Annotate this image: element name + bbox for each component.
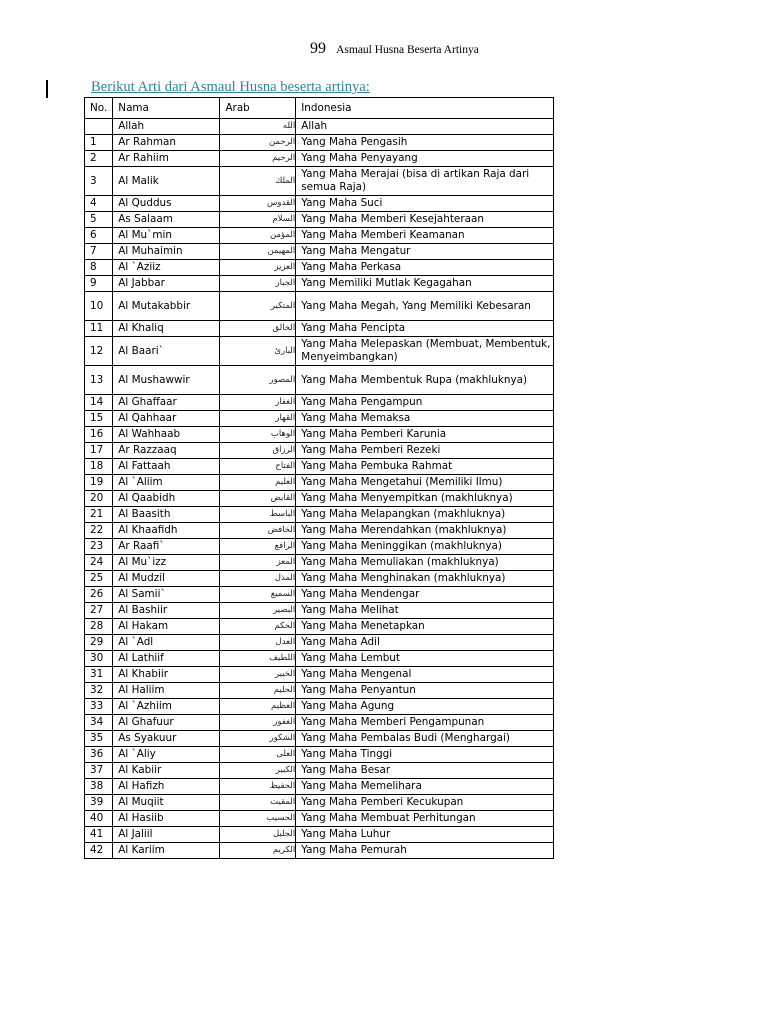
cell-nama: Ar Rahiim (113, 151, 220, 167)
cell-indonesia: Yang Maha Megah, Yang Memiliki Kebesaran (296, 292, 554, 321)
cell-no: 5 (85, 212, 113, 228)
table-row (85, 244, 554, 260)
cell-arab: الجليل (220, 827, 296, 843)
cell-nama: Al Jaliil (113, 827, 220, 843)
table-row (85, 795, 554, 811)
cell-arab: المعز (220, 555, 296, 571)
cell-no (85, 119, 113, 135)
cell-arab: المتكبر (220, 292, 296, 321)
cell-arab: الرافع (220, 539, 296, 555)
cell-no: 42 (85, 843, 113, 859)
cell-arab: المهيمن (220, 244, 296, 260)
cell-indonesia: Yang Maha Memelihara (296, 779, 554, 795)
cell-no: 19 (85, 475, 113, 491)
page-title: Asmaul Husna Beserta Artinya (336, 44, 479, 56)
cell-arab: العزيز (220, 260, 296, 276)
cell-nama: Al Ghaffaar (113, 395, 220, 411)
cell-indonesia: Yang Maha Merendahkan (makhluknya) (296, 523, 554, 539)
cell-no: 8 (85, 260, 113, 276)
cell-arab: الكبير (220, 763, 296, 779)
cell-arab: العدل (220, 635, 296, 651)
table-row (85, 395, 554, 411)
cell-indonesia: Yang Maha Lembut (296, 651, 554, 667)
cell-arab: المذل (220, 571, 296, 587)
table-row (85, 167, 554, 196)
cell-arab: الله (220, 119, 296, 135)
asmaul-husna-table (84, 97, 554, 859)
table-row (85, 763, 554, 779)
table-row (85, 523, 554, 539)
table-row (85, 491, 554, 507)
column-header-arab: Arab (220, 98, 296, 119)
cell-arab: المقيت (220, 795, 296, 811)
table-row (85, 811, 554, 827)
cell-nama: Al `Azhiim (113, 699, 220, 715)
cell-no: 9 (85, 276, 113, 292)
cell-no: 35 (85, 731, 113, 747)
cell-no: 7 (85, 244, 113, 260)
cell-nama: Al Hafizh (113, 779, 220, 795)
cell-no: 23 (85, 539, 113, 555)
table-row (85, 411, 554, 427)
cell-nama: Al `Adl (113, 635, 220, 651)
cell-nama: Al Hakam (113, 619, 220, 635)
cell-no: 21 (85, 507, 113, 523)
cell-nama: Ar Razzaaq (113, 443, 220, 459)
cell-indonesia: Yang Maha Membentuk Rupa (makhluknya) (296, 366, 554, 395)
cell-no: 15 (85, 411, 113, 427)
cell-indonesia: Yang Maha Pencipta (296, 321, 554, 337)
cell-no: 16 (85, 427, 113, 443)
cell-nama: Al Baari` (113, 337, 220, 366)
cell-nama: Al Bashiir (113, 603, 220, 619)
cell-no: 3 (85, 167, 113, 196)
cell-indonesia: Yang Maha Memberi Kesejahteraan (296, 212, 554, 228)
column-header-no: No. (85, 98, 113, 119)
table-row (85, 571, 554, 587)
cell-indonesia: Yang Maha Pengampun (296, 395, 554, 411)
table-header-row (85, 98, 554, 119)
cell-arab: القدوس (220, 196, 296, 212)
cell-nama: Al Mu`izz (113, 555, 220, 571)
cell-indonesia: Yang Maha Pengasih (296, 135, 554, 151)
cell-arab: الحليم (220, 683, 296, 699)
table-row (85, 603, 554, 619)
table-row (85, 779, 554, 795)
cell-no: 25 (85, 571, 113, 587)
cell-indonesia: Yang Maha Pemberi Rezeki (296, 443, 554, 459)
table-row (85, 635, 554, 651)
table-row (85, 337, 554, 366)
cell-no: 36 (85, 747, 113, 763)
cell-no: 28 (85, 619, 113, 635)
cell-indonesia: Yang Maha Pemurah (296, 843, 554, 859)
cell-indonesia: Yang Maha Menetapkan (296, 619, 554, 635)
cell-nama: Al Samii` (113, 587, 220, 603)
cell-nama: Al Lathiif (113, 651, 220, 667)
cell-nama: Al Ghafuur (113, 715, 220, 731)
cell-arab: الباسط (220, 507, 296, 523)
cell-arab: الشكور (220, 731, 296, 747)
table-row (85, 699, 554, 715)
cell-indonesia: Yang Maha Mengatur (296, 244, 554, 260)
cell-no: 31 (85, 667, 113, 683)
cell-indonesia: Yang Maha Agung (296, 699, 554, 715)
cell-no: 11 (85, 321, 113, 337)
cell-arab: الرحيم (220, 151, 296, 167)
cell-nama: Al Haliim (113, 683, 220, 699)
cell-no: 20 (85, 491, 113, 507)
cell-nama: Al Qahhaar (113, 411, 220, 427)
cell-arab: الملك (220, 167, 296, 196)
cell-nama: Al Muqiit (113, 795, 220, 811)
cell-indonesia: Yang Maha Meninggikan (makhluknya) (296, 539, 554, 555)
table-row (85, 619, 554, 635)
column-header-nama: Nama (113, 98, 220, 119)
cell-arab: المؤمن (220, 228, 296, 244)
cell-no: 37 (85, 763, 113, 779)
cell-nama: Al `Aziiz (113, 260, 220, 276)
table-row (85, 587, 554, 603)
cell-no: 39 (85, 795, 113, 811)
table-row (85, 843, 554, 859)
cell-arab: السميع (220, 587, 296, 603)
table-row (85, 459, 554, 475)
cell-nama: As Salaam (113, 212, 220, 228)
cell-nama: Al Khabiir (113, 667, 220, 683)
cell-indonesia: Yang Maha Adil (296, 635, 554, 651)
cell-arab: الحفيظ (220, 779, 296, 795)
cell-no: 41 (85, 827, 113, 843)
cell-arab: البارئ (220, 337, 296, 366)
cell-no: 13 (85, 366, 113, 395)
table-row (85, 667, 554, 683)
cell-indonesia: Yang Maha Perkasa (296, 260, 554, 276)
cell-indonesia: Yang Maha Membuat Perhitungan (296, 811, 554, 827)
cell-nama: Al Kabiir (113, 763, 220, 779)
table-row (85, 555, 554, 571)
table-row (85, 228, 554, 244)
cell-nama: Al Hasiib (113, 811, 220, 827)
cell-arab: الخالق (220, 321, 296, 337)
cell-nama: Al Kariim (113, 843, 220, 859)
cell-arab: اللطيف (220, 651, 296, 667)
table-row (85, 539, 554, 555)
cell-indonesia: Yang Maha Merajai (bisa di artikan Raja dari semua Raja) (296, 167, 554, 196)
column-header-indonesia: Indonesia (296, 98, 554, 119)
cell-indonesia: Yang Maha Pemberi Karunia (296, 427, 554, 443)
table-row (85, 366, 554, 395)
cell-nama: Al Mu`min (113, 228, 220, 244)
cell-nama: Ar Rahman (113, 135, 220, 151)
cell-no: 34 (85, 715, 113, 731)
cell-indonesia: Yang Maha Memaksa (296, 411, 554, 427)
table-row (85, 427, 554, 443)
cell-no: 14 (85, 395, 113, 411)
cell-indonesia: Yang Maha Mendengar (296, 587, 554, 603)
intro-heading: Berikut Arti dari Asmaul Husna beserta artinya: (91, 79, 370, 95)
cell-no: 18 (85, 459, 113, 475)
table-row (85, 475, 554, 491)
table-row (85, 196, 554, 212)
table-row (85, 276, 554, 292)
cell-indonesia: Yang Maha Suci (296, 196, 554, 212)
cell-nama: Al Jabbar (113, 276, 220, 292)
cell-nama: Ar Raafi` (113, 539, 220, 555)
cell-nama: Al Qaabidh (113, 491, 220, 507)
table-row (85, 135, 554, 151)
table-row (85, 827, 554, 843)
table-body (85, 119, 554, 859)
cell-indonesia: Yang Maha Menghinakan (makhluknya) (296, 571, 554, 587)
cell-indonesia: Yang Maha Melepaskan (Membuat, Membentuk, Menyeimbangkan) (296, 337, 554, 366)
cell-indonesia: Yang Maha Penyayang (296, 151, 554, 167)
cell-arab: الفتاح (220, 459, 296, 475)
cell-no: 1 (85, 135, 113, 151)
cell-arab: الغفار (220, 395, 296, 411)
cell-arab: الرحمن (220, 135, 296, 151)
table-row (85, 212, 554, 228)
table-row (85, 507, 554, 523)
cell-indonesia: Yang Maha Pembuka Rahmat (296, 459, 554, 475)
page-number: 99 (310, 40, 326, 57)
cell-nama: Al Muhaimin (113, 244, 220, 260)
table-row (85, 715, 554, 731)
cell-indonesia: Yang Memiliki Mutlak Kegagahan (296, 276, 554, 292)
cell-no: 40 (85, 811, 113, 827)
cell-no: 12 (85, 337, 113, 366)
cell-arab: العلى (220, 747, 296, 763)
cell-no: 22 (85, 523, 113, 539)
cell-indonesia: Yang Maha Melihat (296, 603, 554, 619)
table-row (85, 260, 554, 276)
table-row (85, 151, 554, 167)
cell-no: 30 (85, 651, 113, 667)
cell-indonesia: Yang Maha Mengenal (296, 667, 554, 683)
cell-no: 6 (85, 228, 113, 244)
cell-nama: Al Khaliq (113, 321, 220, 337)
cell-no: 32 (85, 683, 113, 699)
cell-arab: العظيم (220, 699, 296, 715)
cell-arab: الكريم (220, 843, 296, 859)
table-row (85, 321, 554, 337)
cell-nama: As Syakuur (113, 731, 220, 747)
cell-arab: البصير (220, 603, 296, 619)
cell-no: 29 (85, 635, 113, 651)
cell-nama: Allah (113, 119, 220, 135)
table-row (85, 119, 554, 135)
page-header (310, 38, 610, 58)
cell-no: 10 (85, 292, 113, 321)
cell-arab: الخبير (220, 667, 296, 683)
cell-indonesia: Yang Maha Menyempitkan (makhluknya) (296, 491, 554, 507)
cell-no: 2 (85, 151, 113, 167)
cell-arab: المصور (220, 366, 296, 395)
cell-nama: Al Baasith (113, 507, 220, 523)
cell-indonesia: Yang Maha Besar (296, 763, 554, 779)
cell-nama: Al Khaafidh (113, 523, 220, 539)
cell-nama: Al Quddus (113, 196, 220, 212)
cell-nama: Al Mudzil (113, 571, 220, 587)
cell-arab: الوهاب (220, 427, 296, 443)
cell-arab: السلام (220, 212, 296, 228)
cell-arab: الجبار (220, 276, 296, 292)
cell-indonesia: Yang Maha Luhur (296, 827, 554, 843)
cell-arab: الحسيب (220, 811, 296, 827)
cell-indonesia: Yang Maha Memberi Pengampunan (296, 715, 554, 731)
cell-nama: Al `Aliim (113, 475, 220, 491)
cell-indonesia: Allah (296, 119, 554, 135)
cell-arab: الحكم (220, 619, 296, 635)
cell-arab: الغفور (220, 715, 296, 731)
cell-indonesia: Yang Maha Memuliakan (makhluknya) (296, 555, 554, 571)
cell-nama: Al Malik (113, 167, 220, 196)
cell-nama: Al Mushawwir (113, 366, 220, 395)
cell-no: 24 (85, 555, 113, 571)
cell-indonesia: Yang Maha Mengetahui (Memiliki Ilmu) (296, 475, 554, 491)
cell-no: 27 (85, 603, 113, 619)
cell-indonesia: Yang Maha Tinggi (296, 747, 554, 763)
text-cursor (46, 80, 48, 98)
cell-indonesia: Yang Maha Memberi Keamanan (296, 228, 554, 244)
table-row (85, 683, 554, 699)
cell-arab: الخافض (220, 523, 296, 539)
cell-nama: Al `Aliy (113, 747, 220, 763)
cell-no: 33 (85, 699, 113, 715)
cell-no: 38 (85, 779, 113, 795)
cell-arab: الرزاق (220, 443, 296, 459)
cell-indonesia: Yang Maha Melapangkan (makhluknya) (296, 507, 554, 523)
cell-nama: Al Wahhaab (113, 427, 220, 443)
table-row (85, 443, 554, 459)
cell-indonesia: Yang Maha Pemberi Kecukupan (296, 795, 554, 811)
cell-no: 26 (85, 587, 113, 603)
cell-nama: Al Fattaah (113, 459, 220, 475)
cell-arab: القابض (220, 491, 296, 507)
cell-indonesia: Yang Maha Pembalas Budi (Menghargai) (296, 731, 554, 747)
cell-arab: العليم (220, 475, 296, 491)
table-row (85, 651, 554, 667)
table-row (85, 292, 554, 321)
cell-arab: القهار (220, 411, 296, 427)
cell-no: 17 (85, 443, 113, 459)
cell-no: 4 (85, 196, 113, 212)
cell-nama: Al Mutakabbir (113, 292, 220, 321)
cell-indonesia: Yang Maha Penyantun (296, 683, 554, 699)
table-row (85, 747, 554, 763)
table-row (85, 731, 554, 747)
